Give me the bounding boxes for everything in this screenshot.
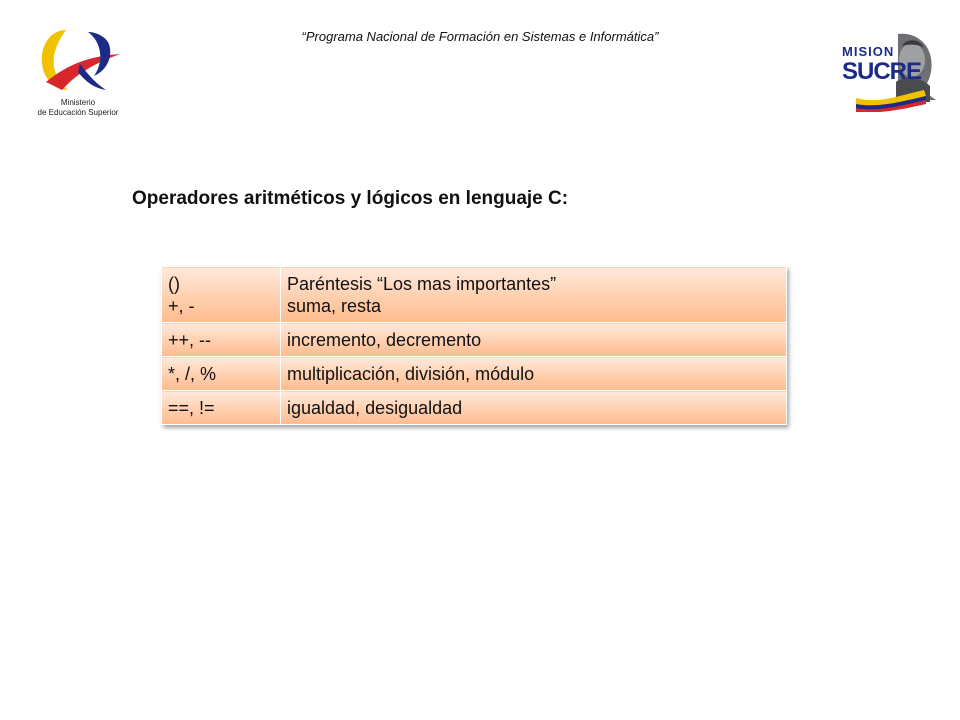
page-title: Operadores aritméticos y lógicos en lenguaje C: — [132, 188, 569, 209]
mision-sucre-logo — [838, 30, 938, 112]
operator-cell: ++, -- — [162, 323, 281, 357]
description-cell: igualdad, desigualdad — [281, 391, 787, 425]
sucre-text: SUCRE — [842, 58, 922, 85]
program-title: “Programa Nacional de Formación en Sistemas e Informática” — [301, 29, 659, 44]
operator-cell: () +, - — [162, 267, 281, 323]
table-row — [162, 391, 787, 425]
description-cell: incremento, decremento — [281, 323, 787, 357]
ministerio-logo-icon — [28, 24, 128, 99]
mision-text: MISION — [842, 44, 895, 59]
ministerio-caption: Ministerio de Educación Superior — [37, 98, 119, 117]
operators-table — [161, 266, 787, 425]
operator-cell: *, /, % — [162, 357, 281, 391]
table-row — [162, 267, 787, 323]
ministerio-logo — [28, 24, 138, 124]
table-row — [162, 357, 787, 391]
operator-cell: ==, != — [162, 391, 281, 425]
description-cell: multiplicación, división, módulo — [281, 357, 787, 391]
table-row — [162, 323, 787, 357]
description-cell: Paréntesis “Los mas importantes” suma, resta — [281, 267, 787, 323]
